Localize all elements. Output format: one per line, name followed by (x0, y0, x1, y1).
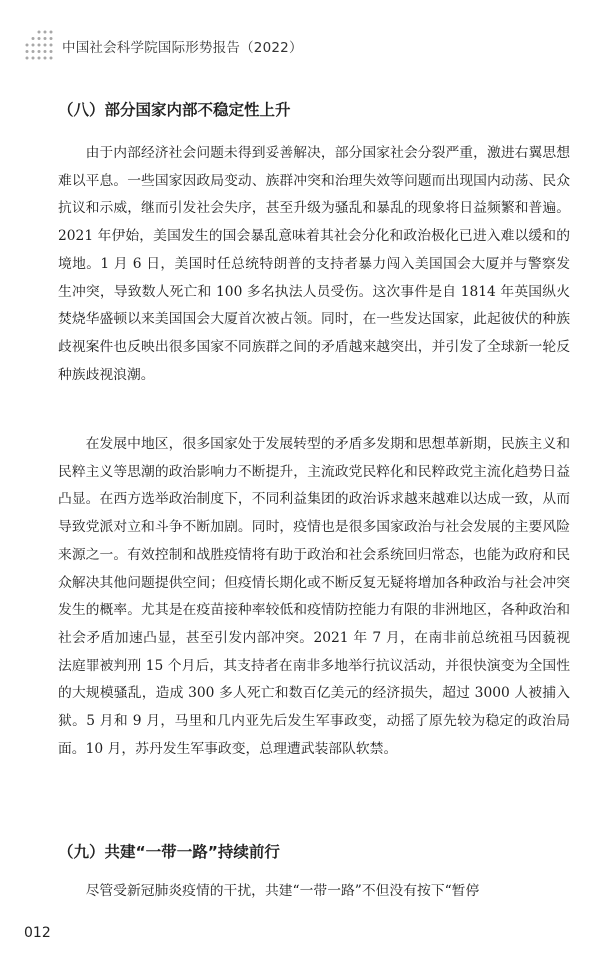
paragraph: 由于内部经济社会问题未得到妥善解决，部分国家社会分裂严重，激进右翼思想难以平息。一些国家因政局变动、族群冲突和治理失效等问题而出现国内动荡、民众抗议和示威，继而引发社会失序，甚至升级为骚乱和暴乱的现象将日益频繁和普遍。2021 年伊始，美国发生的国会暴乱意味着其社会分化和政治极化已进入难以缓和的境地。1 月 6 日，美国时任总统特朗普的支持者暴力闯入美国国会大厦并与警察发生冲突，导致数人死亡和 100 多名执法人员受伤。这次事件是自 1814 年英国纵火焚烧华盛顿以来美国国会大厦首次被占领。同时，在一些发达国家，此起彼伏的种族歧视案件也反映出很多国家不同族群之间的矛盾越来越突出，并引发了全球新一轮反种族歧视浪潮。 (58, 145, 570, 383)
header-title: 中国社会科学院国际形势报告（2022） (62, 40, 303, 56)
dot-grid-icon (24, 28, 54, 62)
section-heading-8: （八）部分国家内部不稳定性上升 (58, 101, 291, 119)
page-number: 012 (24, 925, 51, 941)
paragraph: 尽管受新冠肺炎疫情的干扰，共建“一带一路”不但没有按下“暂停 (85, 883, 480, 899)
paragraph: 在发展中地区，很多国家处于发展转型的矛盾多发期和思想革新期，民族主义和民粹主义等思潮的政治影响力不断提升，主流政党民粹化和民粹政党主流化趋势日益凸显。在西方选举政治制度下，不同利益集团的政治诉求越来越难以达成一致，从而导致党派对立和斗争不断加剧。同时，疫情也是很多国家政治与社会发展的主要风险来源之一。有效控制和战胜疫情将有助于政治和社会系统回归常态，也能为政府和民众解决其他问题提供空间；但疫情长期化或不断反复无疑将增加各种政治与社会冲突发生的概率。尤其是在疫苗接种率较低和疫情防控能力有限的非洲地区，各种政治和社会矛盾加速凸显，甚至引发内部冲突。2021 年 7 月，在南非前总统祖马因藐视法庭罪被判刑 15 个月后，其支持者在南非多地举行抗议活动，并很快演变为全国性的大规模骚乱，造成 300 多人死亡和数百亿美元的经济损失，超过 3000 人被捕入狱。5 月和 9 月，马里和几内亚先后发生军事政变，动摇了原先较为稳定的政治局面。10 月，苏丹发生军事政变，总理遭武装部队软禁。 (58, 436, 570, 757)
section-heading-9: （九）共建“一带一路”持续前行 (58, 843, 280, 861)
running-header (24, 28, 584, 68)
